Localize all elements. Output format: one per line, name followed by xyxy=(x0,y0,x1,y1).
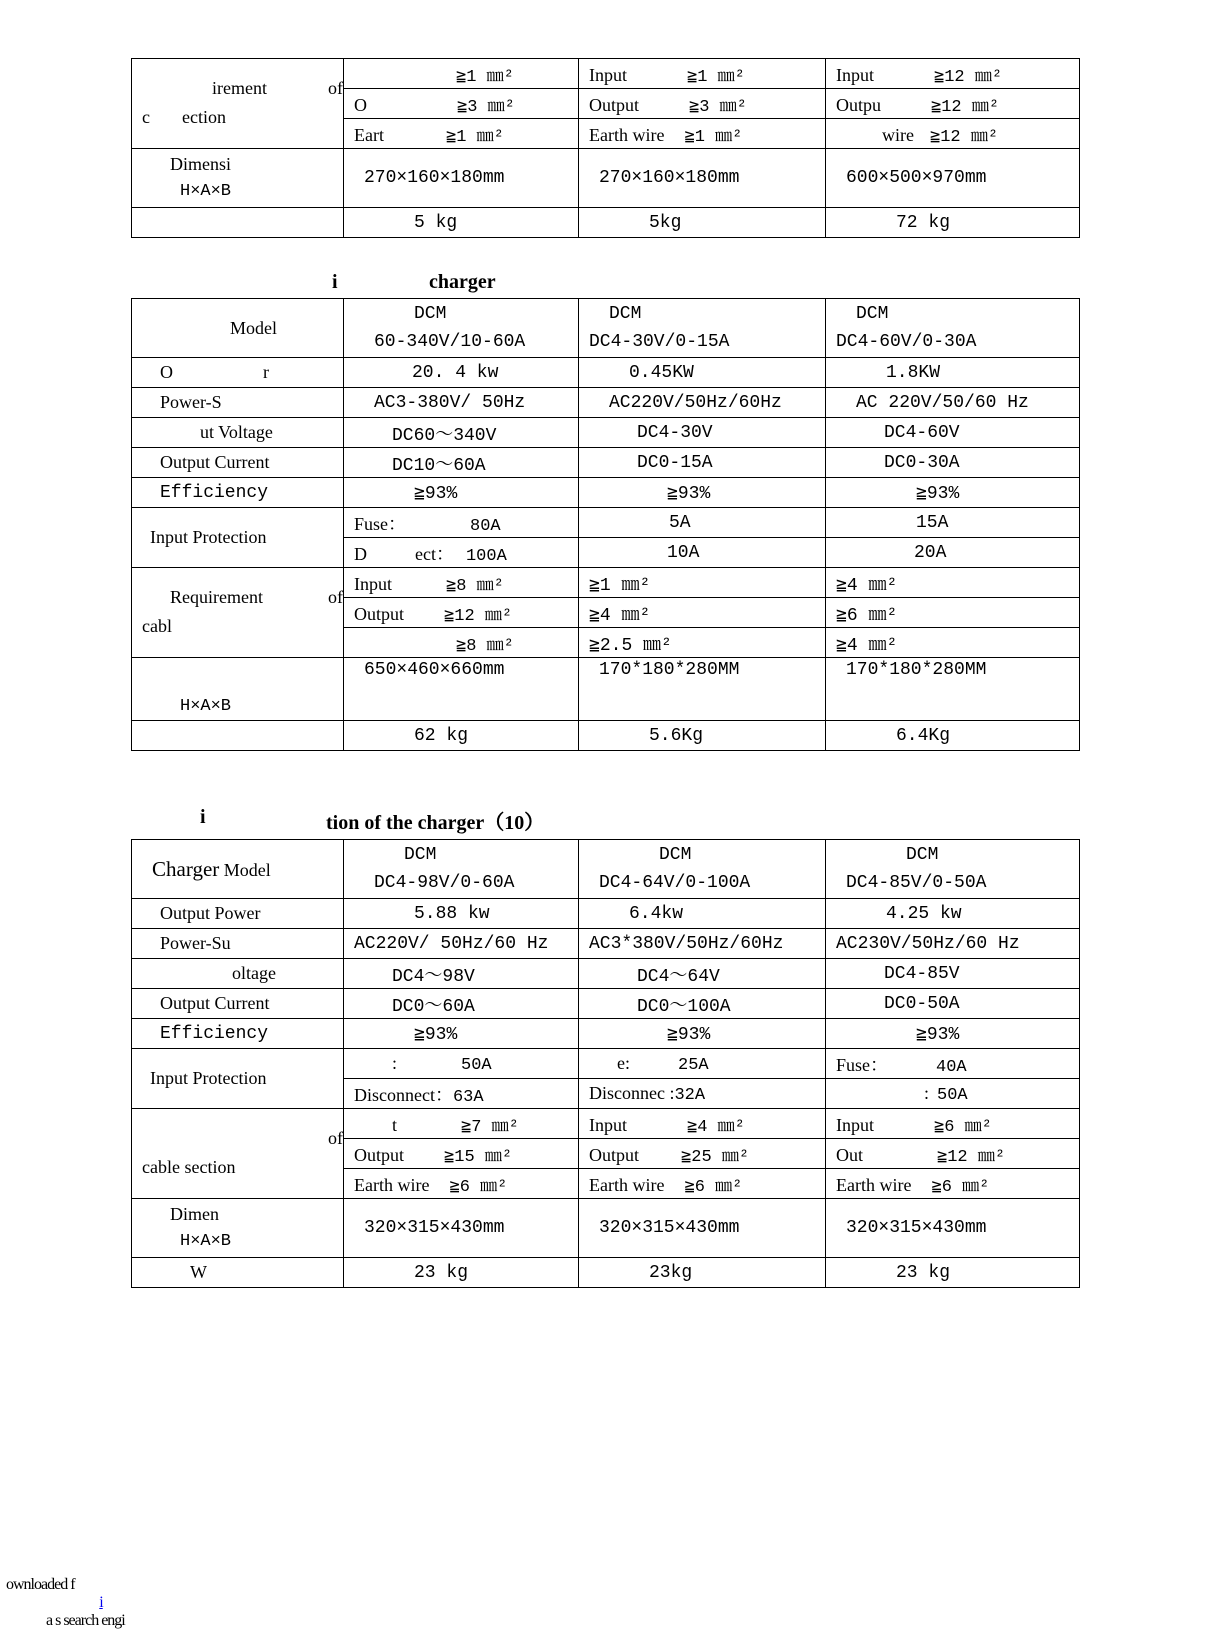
req-cell: Input ≧12 ㎜² xyxy=(826,59,1080,89)
section-title-2a: i xyxy=(332,271,338,293)
req-cell: Earth wire ≧6 ㎜² xyxy=(344,1169,579,1199)
value-cell: DC0-30A xyxy=(826,448,1080,478)
value-cell: ≧93% xyxy=(826,478,1080,508)
requirement-label-cell: Requirement of cabl xyxy=(132,568,344,658)
protection-cell: 15A xyxy=(826,508,1080,538)
model-cell: DCM DC4-85V/0-50A xyxy=(826,840,1080,899)
row-label-cell: Output Current xyxy=(132,448,344,478)
dimension-label-cell: Dimensi H×A×B xyxy=(132,149,344,208)
value-cell: AC3*380V/50Hz/60Hz xyxy=(579,929,826,959)
spec-table-2 xyxy=(131,298,1080,751)
req-cell: ≧4 ㎜² xyxy=(826,568,1080,598)
value-cell: 1.8KW xyxy=(826,358,1080,388)
value-cell: ≧93% xyxy=(579,478,826,508)
req-cell: Input ≧4 ㎜² xyxy=(579,1109,826,1139)
value-cell: DC10～60A xyxy=(344,448,579,478)
section-title-3a: i xyxy=(200,806,206,828)
weight-cell: 5.6Kg xyxy=(579,721,826,751)
value-cell: 0.45KW xyxy=(579,358,826,388)
value-cell: AC220V/ 50Hz/60 Hz xyxy=(344,929,579,959)
value-cell: DC4-85V xyxy=(826,959,1080,989)
req-cell: Earth wire ≧6 ㎜² xyxy=(579,1169,826,1199)
section-title-3b: tion of the charger（10） xyxy=(326,812,545,834)
row-label-cell: Power-Su xyxy=(132,929,344,959)
dimension-cell: 650×460×660mm xyxy=(344,658,579,721)
dimension-cell: 170*180*280MM xyxy=(826,658,1080,721)
model-cell: DCM DC4-60V/0-30A xyxy=(826,299,1080,358)
protection-label-cell: Input Protection xyxy=(132,508,344,568)
req-cell: Out ≧12 ㎜² xyxy=(826,1139,1080,1169)
row-label-cell: ut Voltage xyxy=(132,418,344,448)
footer xyxy=(0,1558,171,1630)
model-label-cell: Model xyxy=(132,299,344,358)
req-cell: ≧2.5 ㎜² xyxy=(579,628,826,658)
weight-label-cell xyxy=(132,208,344,238)
row-label-cell: oltage xyxy=(132,959,344,989)
value-cell: DC0-50A xyxy=(826,989,1080,1019)
req-cell: Earth wire ≧1 ㎜² xyxy=(579,119,826,149)
model-cell: DCM DC4-30V/0-15A xyxy=(579,299,826,358)
model-label-cell: Charger Model xyxy=(132,840,344,899)
dimension-cell: 320×315×430mm xyxy=(344,1199,579,1258)
req-cell: Output ≧12 ㎜² xyxy=(344,598,579,628)
weight-label-cell: W xyxy=(132,1258,344,1288)
row-label-cell: Power-S xyxy=(132,388,344,418)
protection-cell: Fuse： 40A xyxy=(826,1049,1080,1079)
value-cell: AC220V/50Hz/60Hz xyxy=(579,388,826,418)
protection-cell: Fuse： 80A xyxy=(344,508,579,538)
dimension-cell: 170*180*280MM xyxy=(579,658,826,721)
protection-label-cell: Input Protection xyxy=(132,1049,344,1109)
footer-link[interactable]: i xyxy=(99,1594,103,1611)
protection-cell: : 50A xyxy=(344,1049,579,1079)
value-cell: 6.4kw xyxy=(579,899,826,929)
value-cell: ≧93% xyxy=(344,478,579,508)
value-cell: DC4-60V xyxy=(826,418,1080,448)
spec-table-3 xyxy=(131,839,1080,1288)
req-cell: wire ≧12 ㎜² xyxy=(826,119,1080,149)
req-cell: ≧6 ㎜² xyxy=(826,598,1080,628)
value-cell: AC 220V/50/60 Hz xyxy=(826,388,1080,418)
row-label-cell: Output Current xyxy=(132,989,344,1019)
value-cell: DC4～98V xyxy=(344,959,579,989)
req-cell: ≧8 ㎜² xyxy=(344,628,579,658)
req-cell: Input ≧1 ㎜² xyxy=(579,59,826,89)
model-cell: DCM DC4-64V/0-100A xyxy=(579,840,826,899)
model-cell: DCM 60-340V/10-60A xyxy=(344,299,579,358)
req-cell: Outpu ≧12 ㎜² xyxy=(826,89,1080,119)
req-cell: Earth wire ≧6 ㎜² xyxy=(826,1169,1080,1199)
model-cell: DCM DC4-98V/0-60A xyxy=(344,840,579,899)
req-cell: ≧1 ㎜² xyxy=(344,59,579,89)
value-cell: DC4-30V xyxy=(579,418,826,448)
dimension-label-cell: H×A×B xyxy=(132,658,344,721)
value-cell: 5.88 kw xyxy=(344,899,579,929)
value-cell: 20. 4 kw xyxy=(344,358,579,388)
value-cell: AC3-380V/ 50Hz xyxy=(344,388,579,418)
protection-cell: D ect： 100A xyxy=(344,538,579,568)
req-cell: ≧1 ㎜² xyxy=(579,568,826,598)
requirement-label-cell: of cable section xyxy=(132,1109,344,1199)
req-cell: Eart ≧1 ㎜² xyxy=(344,119,579,149)
value-cell: AC230V/50Hz/60 Hz xyxy=(826,929,1080,959)
weight-cell: 23 kg xyxy=(344,1258,579,1288)
value-cell: DC0～100A xyxy=(579,989,826,1019)
row-label-cell: Output Power xyxy=(132,899,344,929)
footer-suffix: a s search engi xyxy=(46,1612,125,1629)
weight-cell: 23kg xyxy=(579,1258,826,1288)
value-cell: ≧93% xyxy=(579,1019,826,1049)
req-cell: Output ≧25 ㎜² xyxy=(579,1139,826,1169)
section-title-2b: charger xyxy=(429,271,496,293)
weight-cell: 72 kg xyxy=(826,208,1080,238)
dimension-cell: 270×160×180mm xyxy=(579,149,826,208)
protection-cell: 5A xyxy=(579,508,826,538)
spec-table-1 xyxy=(131,58,1080,238)
protection-cell: 20A xyxy=(826,538,1080,568)
value-cell: DC0-15A xyxy=(579,448,826,478)
req-cell: Input ≧6 ㎜² xyxy=(826,1109,1080,1139)
req-cell: Input ≧8 ㎜² xyxy=(344,568,579,598)
protection-cell: Disconnect：63A xyxy=(344,1079,579,1109)
value-cell: ≧93% xyxy=(826,1019,1080,1049)
dimension-cell: 270×160×180mm xyxy=(344,149,579,208)
value-cell: DC4～64V xyxy=(579,959,826,989)
weight-cell: 5 kg xyxy=(344,208,579,238)
dimension-label-cell: Dimen H×A×B xyxy=(132,1199,344,1258)
weight-label-cell xyxy=(132,721,344,751)
requirement-label-cell: irement of c ection xyxy=(132,59,344,149)
protection-cell: Disconnec :32A xyxy=(579,1079,826,1109)
protection-cell: : 50A xyxy=(826,1079,1080,1109)
row-label-cell: O r xyxy=(132,358,344,388)
dimension-cell: 320×315×430mm xyxy=(579,1199,826,1258)
weight-cell: 23 kg xyxy=(826,1258,1080,1288)
req-cell: Output ≧3 ㎜² xyxy=(579,89,826,119)
dimension-cell: 600×500×970mm xyxy=(826,149,1080,208)
protection-cell: e: 25A xyxy=(579,1049,826,1079)
footer-prefix: ownloaded f xyxy=(6,1576,75,1593)
req-cell: t ≧7 ㎜² xyxy=(344,1109,579,1139)
row-label-cell: Efficiency xyxy=(132,1019,344,1049)
dimension-cell: 320×315×430mm xyxy=(826,1199,1080,1258)
weight-cell: 62 kg xyxy=(344,721,579,751)
req-cell: Output ≧15 ㎜² xyxy=(344,1139,579,1169)
value-cell: DC60～340V xyxy=(344,418,579,448)
protection-cell: 10A xyxy=(579,538,826,568)
weight-cell: 6.4Kg xyxy=(826,721,1080,751)
req-cell: O ≧3 ㎜² xyxy=(344,89,579,119)
value-cell: DC0～60A xyxy=(344,989,579,1019)
value-cell: 4.25 kw xyxy=(826,899,1080,929)
row-label-cell: Efficiency xyxy=(132,478,344,508)
req-cell: ≧4 ㎜² xyxy=(826,628,1080,658)
req-cell: ≧4 ㎜² xyxy=(579,598,826,628)
value-cell: ≧93% xyxy=(344,1019,579,1049)
weight-cell: 5kg xyxy=(579,208,826,238)
